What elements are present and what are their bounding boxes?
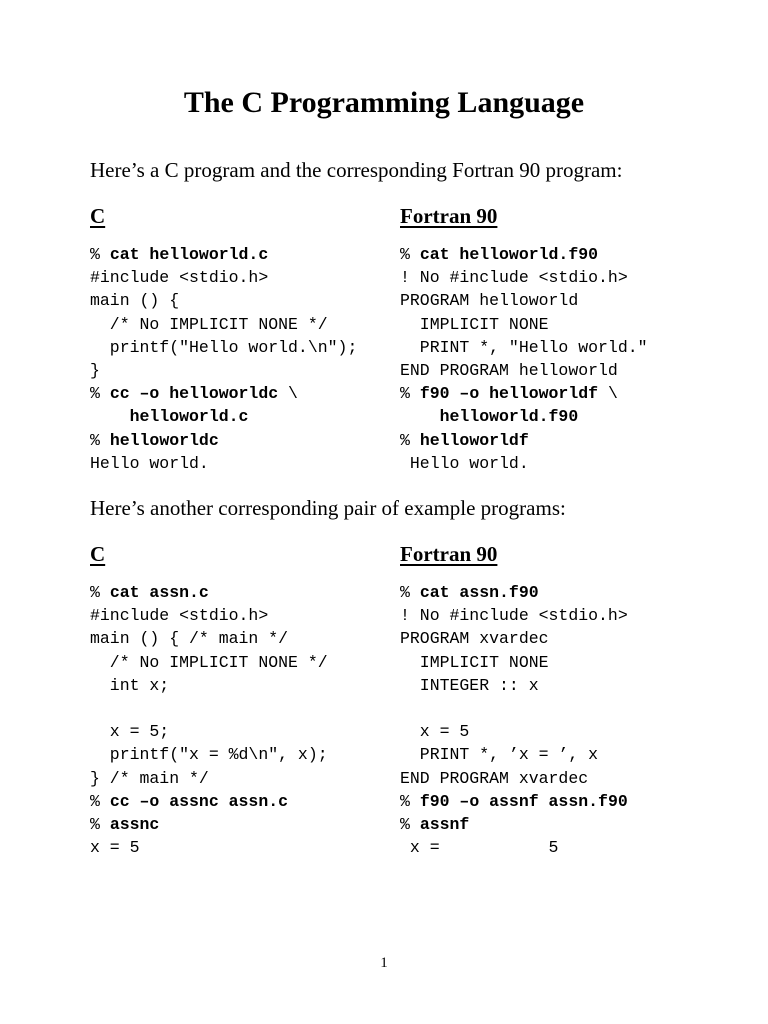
code-line-bold: helloworldc	[109, 430, 219, 450]
code-line-pre: %	[400, 384, 420, 404]
code-line-pre: /* No IMPLICIT NONE */	[90, 652, 328, 672]
code-line-pre: int x;	[90, 675, 170, 695]
c-heading-2: C	[90, 542, 106, 566]
fortran-heading-1: Fortran 90	[400, 204, 498, 228]
code-line-pre: main () { /* main */	[90, 629, 289, 649]
code-line	[400, 743, 628, 766]
code-line	[400, 790, 628, 813]
code-line	[90, 720, 328, 743]
code-line-bold: cat helloworld.c	[109, 245, 269, 264]
code-line	[90, 627, 328, 650]
code-line-pre	[90, 407, 130, 426]
code-line	[400, 836, 628, 859]
code-line-pre: } /* main */	[90, 768, 209, 788]
code-line	[400, 767, 628, 790]
code-line-pre: }	[90, 360, 100, 380]
code-line-pre: %	[400, 583, 420, 602]
code-line-bold: cc –o helloworldc	[109, 384, 279, 404]
code-line-pre: END PROGRAM helloworld	[400, 360, 618, 380]
code-line	[400, 452, 648, 475]
code-line	[400, 405, 648, 428]
code-line-bold: f90 –o assnf assn.f90	[419, 791, 628, 811]
c-code-block-2	[90, 581, 328, 859]
code-line	[400, 581, 628, 604]
code-line-pre: %	[90, 791, 110, 811]
code-line	[400, 266, 648, 289]
code-line-bold: cat assn.f90	[419, 583, 539, 602]
code-line-pre: ! No #include <stdio.h>	[400, 606, 628, 626]
code-line	[90, 604, 328, 627]
code-line-bold: f90 –o helloworldf	[419, 384, 599, 404]
code-line-pre: %	[90, 814, 110, 834]
code-line-bold: helloworldf	[419, 430, 529, 450]
c-code-block-1	[90, 243, 357, 475]
code-line-pre: %	[90, 583, 110, 602]
code-line	[400, 429, 648, 452]
code-line	[90, 289, 357, 312]
intro-text-1: Here’s a C program and the corresponding Fortran 90 program:	[90, 158, 623, 182]
code-line-pre: %	[400, 814, 420, 834]
code-line-pre: %	[90, 384, 110, 404]
code-line-pre: IMPLICIT NONE	[400, 314, 549, 334]
fortran-heading-2: Fortran 90	[400, 542, 498, 566]
code-line-pre: %	[90, 430, 110, 450]
code-line	[90, 674, 328, 697]
code-line-pre: PROGRAM xvardec	[400, 629, 549, 649]
code-line-bold: helloworld.f90	[439, 407, 579, 427]
code-line	[400, 720, 628, 743]
code-line-pre: PROGRAM helloworld	[400, 291, 579, 311]
code-line-pre: ! No #include <stdio.h>	[400, 268, 628, 288]
code-line	[400, 243, 648, 266]
fortran-code-block-2	[400, 581, 628, 859]
code-line	[400, 289, 648, 312]
code-line-pre: PRINT *, "Hello world."	[400, 337, 648, 357]
code-line-pre: Hello world.	[400, 453, 529, 473]
code-line	[400, 604, 628, 627]
code-line-bold: cc –o assnc assn.c	[109, 791, 289, 811]
code-line	[400, 651, 628, 674]
code-line-bold: cat helloworld.f90	[419, 245, 599, 264]
code-line-pre: PRINT *, ’x = ’, x	[400, 745, 599, 765]
code-line-bold: assnf	[419, 814, 470, 834]
c-heading-1: C	[90, 204, 106, 228]
code-line-pre	[400, 407, 440, 426]
code-line	[400, 674, 628, 697]
code-line	[90, 336, 357, 359]
code-line	[90, 651, 328, 674]
code-line	[90, 243, 357, 266]
code-line-pre: Hello world.	[90, 453, 209, 473]
code-line	[90, 266, 357, 289]
code-line	[90, 313, 357, 336]
code-line	[90, 767, 328, 790]
code-line-pre: %	[90, 245, 110, 264]
code-line-pre: #include <stdio.h>	[90, 606, 269, 626]
code-line	[90, 697, 328, 720]
code-line	[90, 813, 328, 836]
code-line	[90, 790, 328, 813]
code-line	[90, 382, 357, 405]
code-line	[90, 581, 328, 604]
code-line	[90, 405, 357, 428]
fortran-code-block-1	[400, 243, 648, 475]
code-line	[90, 836, 328, 859]
code-line-post: \	[278, 384, 298, 404]
page-title: The C Programming Language	[183, 86, 585, 119]
code-line-pre: printf("Hello world.\n");	[90, 337, 358, 357]
intro-text-2: Here’s another corresponding pair of example programs:	[90, 496, 566, 520]
code-line-pre: main () {	[90, 291, 180, 311]
code-line-pre: x = 5;	[90, 722, 170, 742]
code-line-pre: %	[400, 245, 420, 264]
code-line-pre: /* No IMPLICIT NONE */	[90, 314, 328, 334]
code-line-bold: cat assn.c	[109, 583, 209, 602]
code-line	[400, 697, 628, 720]
code-line	[90, 429, 357, 452]
code-line	[400, 813, 628, 836]
code-line	[400, 382, 648, 405]
code-line	[400, 359, 648, 382]
code-line-pre: x = 5	[400, 838, 559, 858]
code-line-pre: x = 5	[400, 722, 470, 742]
code-line-pre: %	[400, 791, 420, 811]
code-line	[400, 336, 648, 359]
code-line-pre: x = 5	[90, 838, 140, 858]
code-line-pre: INTEGER :: x	[400, 675, 539, 695]
code-line-pre: %	[400, 430, 420, 450]
code-line	[90, 743, 328, 766]
code-line-pre: END PROGRAM xvardec	[400, 768, 589, 788]
code-line	[90, 359, 357, 382]
page-number: 1	[380, 955, 388, 971]
code-line-pre: printf("x = %d\n", x);	[90, 745, 328, 765]
code-line-bold: assnc	[109, 814, 160, 834]
code-line-pre: #include <stdio.h>	[90, 268, 269, 288]
code-line	[400, 313, 648, 336]
code-line	[400, 627, 628, 650]
code-line-pre: IMPLICIT NONE	[400, 652, 549, 672]
code-line-bold: helloworld.c	[129, 407, 249, 427]
code-line	[90, 452, 357, 475]
code-line-post: \	[598, 384, 618, 404]
